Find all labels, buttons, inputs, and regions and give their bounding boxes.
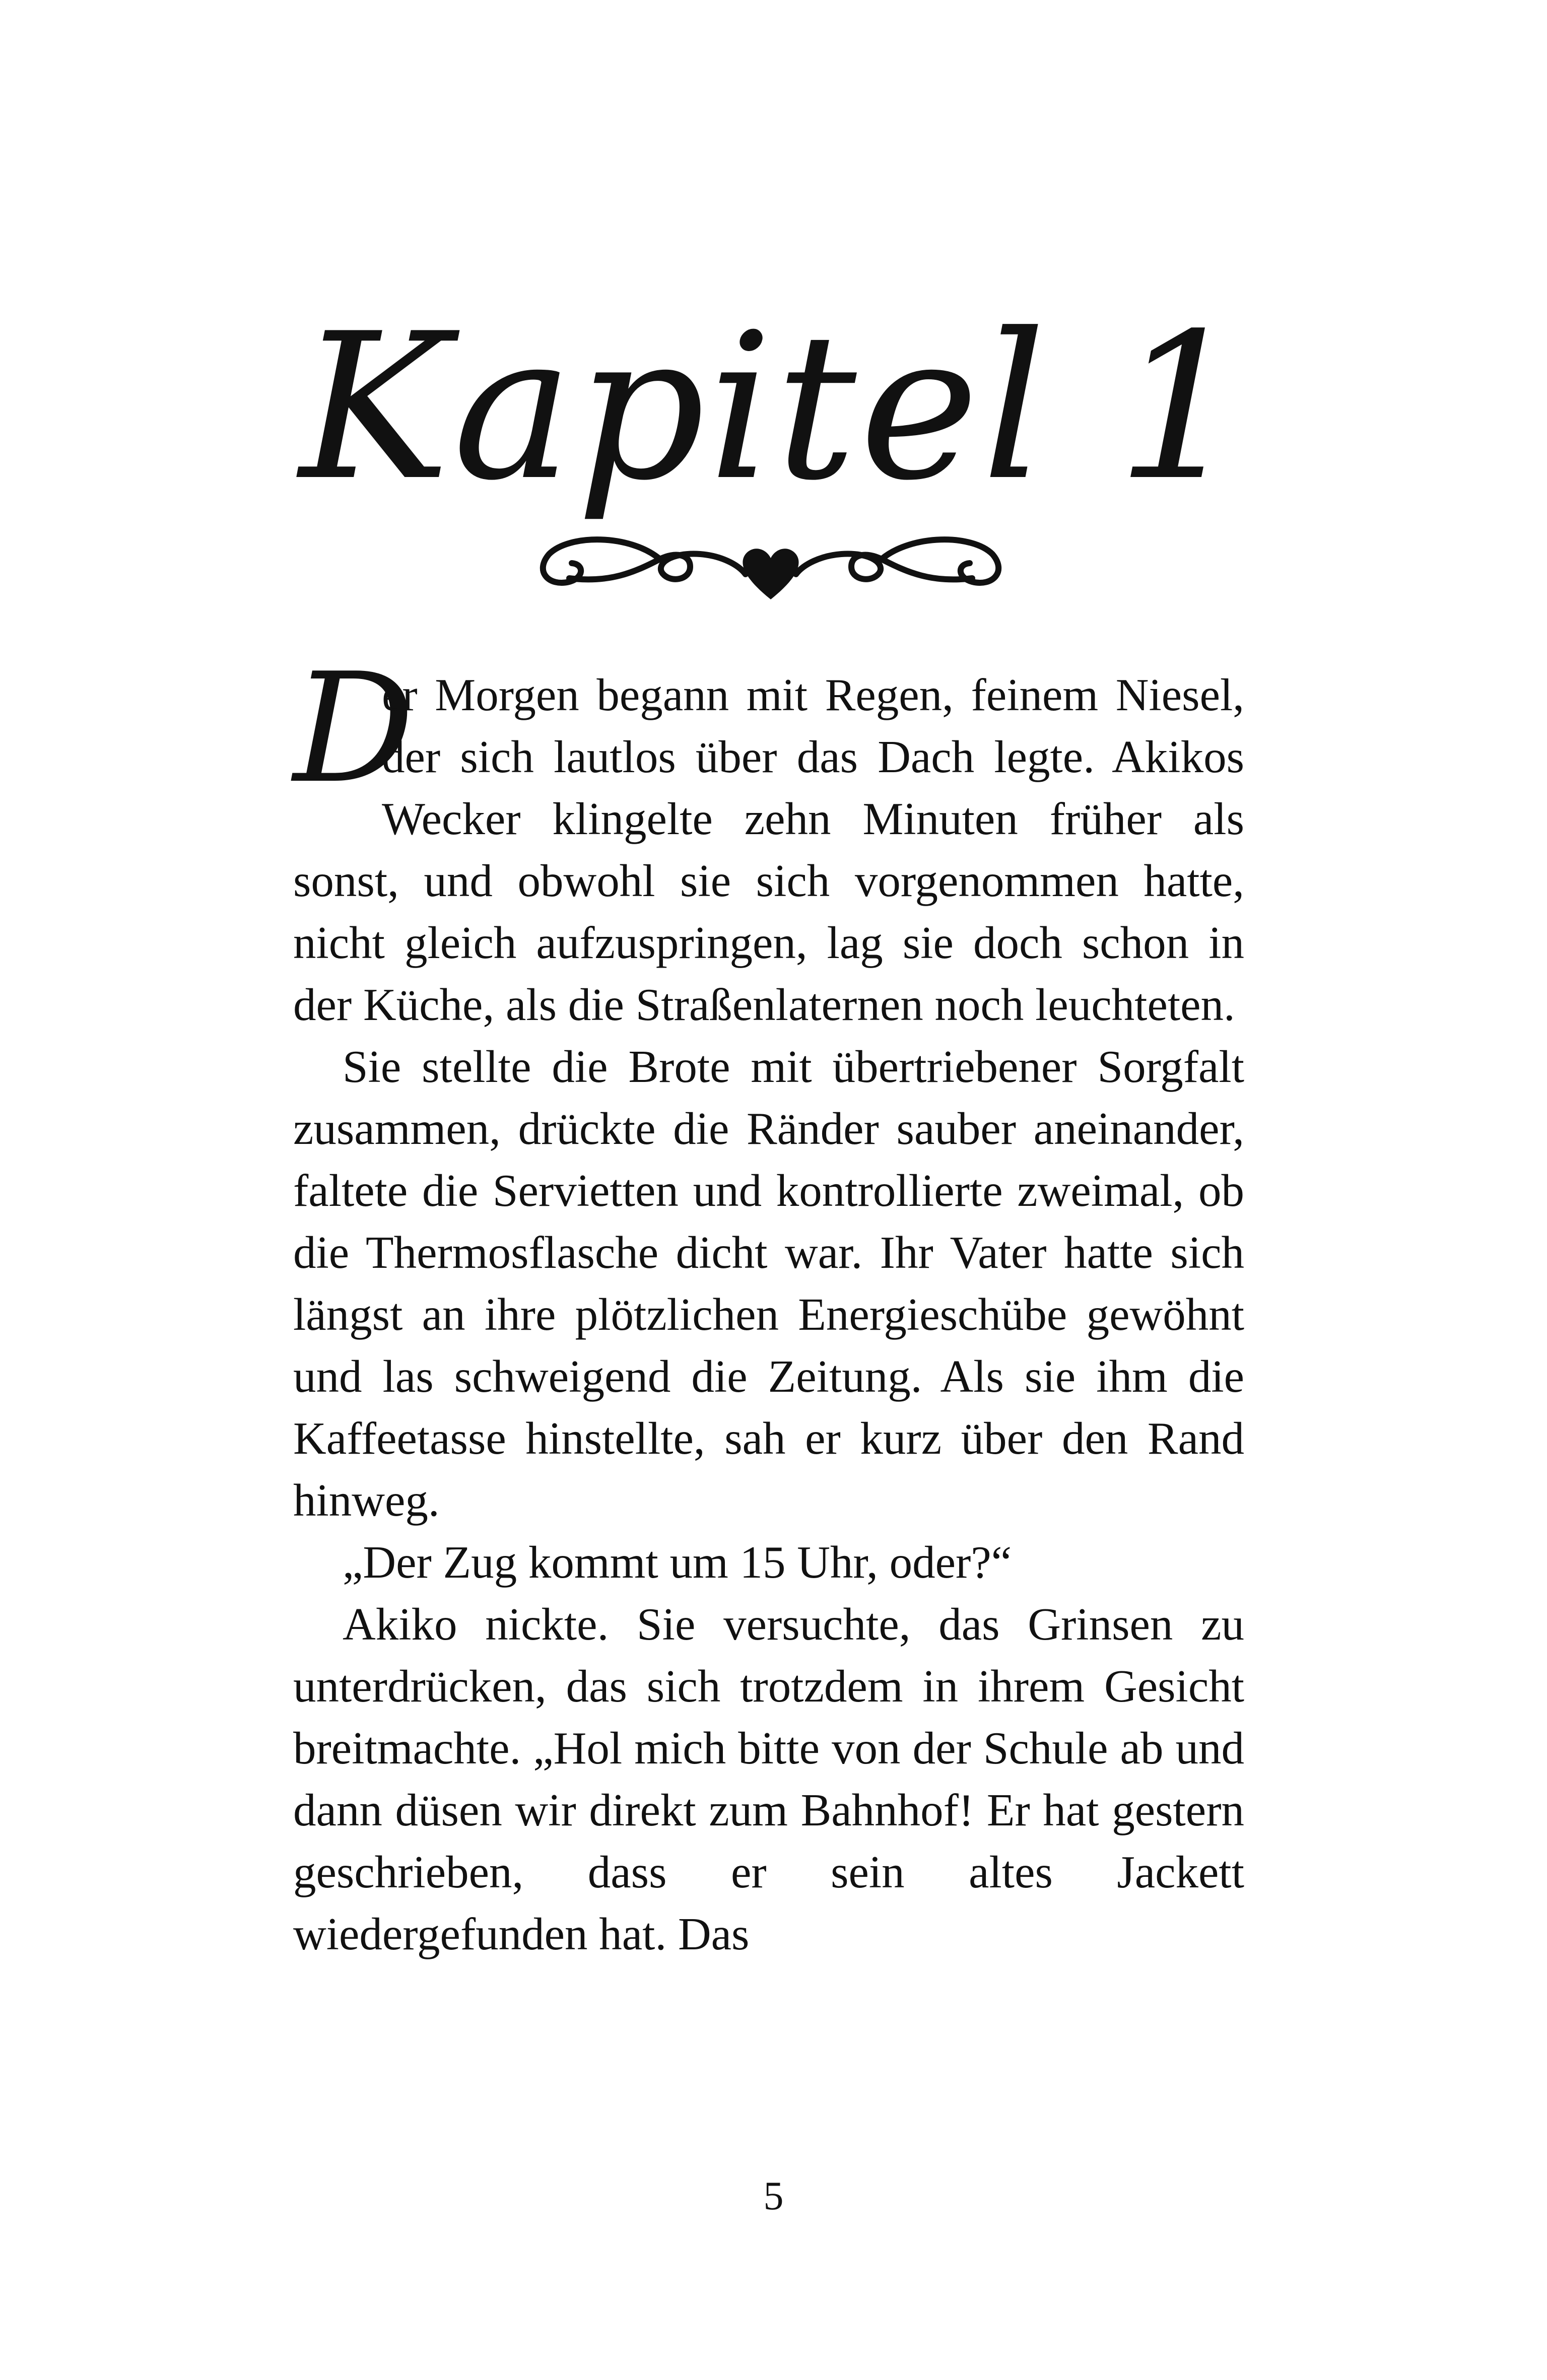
paragraph-1 <box>293 641 1244 1036</box>
chapter-title: Kapitel 1 <box>299 291 1248 525</box>
paragraph-3: „Der Zug kommt um 15 Uhr, oder?“ <box>343 1537 1012 1588</box>
chapter-body <box>293 641 1244 1965</box>
paragraph-2: Sie stellte die Brote mit übertriebener Sorgfalt zusammen, drückte die Ränder sauber aneinander, faltete die Servietten und kontrollierte zweimal, ob die Thermosflasche dicht war. Ihr Vater hatte sich längst an ihre plötzlichen Energieschübe gewöhnt und las schweigend die Zeitung. Als sie ihm die Kaffeetasse hinstellte, sah er kurz über den Rand hinweg. <box>293 1041 1244 1526</box>
drop-cap: D <box>293 641 415 817</box>
paragraph-1-text: er Morgen begann mit Regen, feinem Niesel, der sich lautlos über das Dach legte. Akikos Wecker klingelte zehn Minuten früher als sonst, und obwohl sie sich vorgenommen hatte, nicht gleich aufzuspringen, lag sie doch schon in der Küche, als die Straßenlaternen noch leuchteten. <box>293 669 1244 1030</box>
paragraph-4: Akiko nickte. Sie versuchte, das Grinsen zu unterdrücken, das sich trotzdem in ihrem Gesicht breitmachte. „Hol mich bitte von der Schule ab und dann düsen wir direkt zum Bahnhof! Er hat gestern geschrieben, dass er sein altes Jackett wiedergefunden hat. Das <box>293 1599 1244 1959</box>
page-number: 5 <box>763 2174 784 2218</box>
heart-swirl-divider-icon <box>509 524 1033 604</box>
